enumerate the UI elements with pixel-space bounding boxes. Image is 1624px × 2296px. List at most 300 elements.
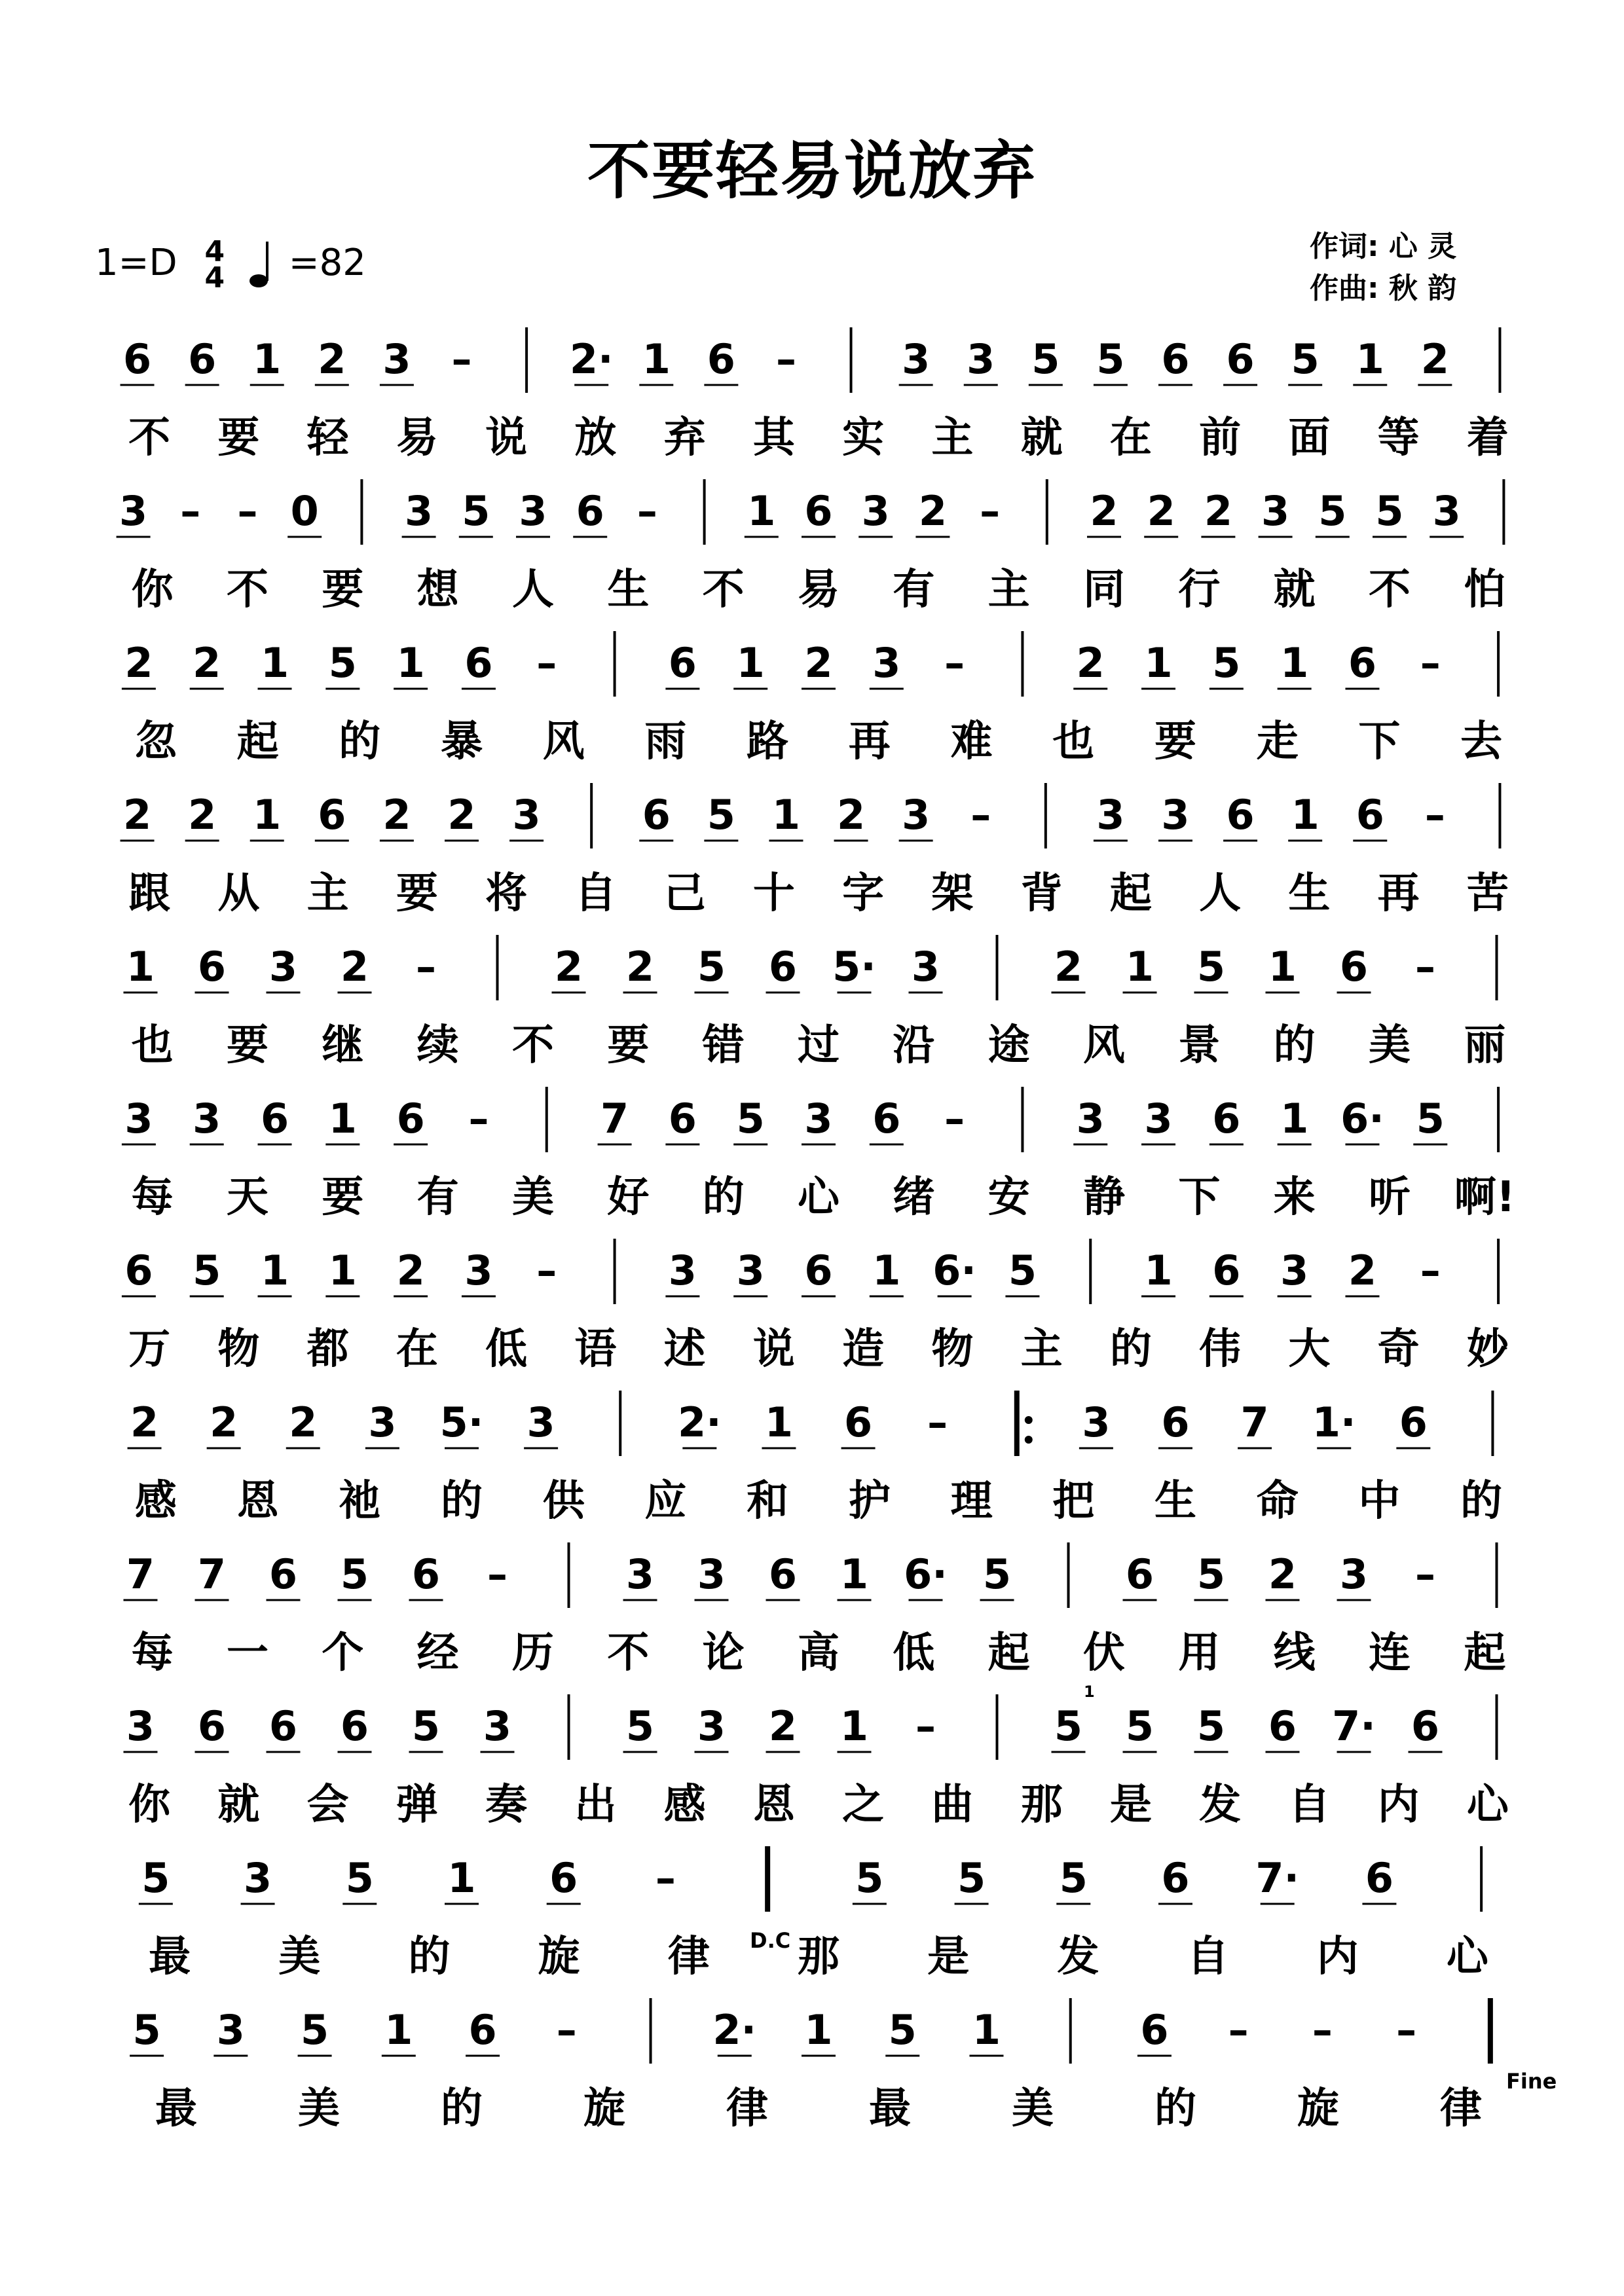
lyric-char: 要 <box>607 1021 650 1070</box>
note: 3 <box>244 1854 272 1902</box>
note: 5 <box>1031 335 1060 383</box>
tonic-label: 1=D <box>95 242 177 285</box>
lyric-char: 要 <box>396 869 438 918</box>
lyric-char: 最 <box>869 2085 911 2133</box>
lyric-char: 走 <box>1256 718 1299 766</box>
note: – <box>1420 1247 1441 1294</box>
note: 3 <box>625 1550 655 1598</box>
note: 5 <box>982 1550 1012 1598</box>
lyric-char: 起 <box>1109 869 1152 918</box>
note: 6 <box>411 1550 441 1598</box>
note: 1 <box>328 1247 357 1294</box>
note: 3 <box>483 1702 512 1750</box>
note: 6· <box>932 1247 976 1294</box>
note: 5 <box>132 2006 161 2054</box>
note: 3 <box>464 1247 493 1294</box>
note: 6 <box>260 1095 289 1142</box>
lyric-char: 去 <box>1460 718 1503 766</box>
note: 3 <box>268 943 298 991</box>
score-line <box>122 631 1502 766</box>
lyric-char: 主 <box>306 869 349 918</box>
note: 2 <box>124 639 153 687</box>
lyric-char: 就 <box>217 1781 260 1829</box>
lyric-char: 要 <box>322 566 364 614</box>
note: 6 <box>468 2006 497 2054</box>
note: 6 <box>122 335 152 383</box>
note: 5 <box>736 1095 765 1142</box>
note: 5· <box>439 1398 484 1446</box>
lyric-char: 最 <box>155 2085 197 2133</box>
note: 6 <box>340 1702 369 1750</box>
note: 6 <box>804 1247 833 1294</box>
lyric-char: 等 <box>1377 414 1420 462</box>
score-line <box>120 783 1509 918</box>
lyric-char: 美 <box>298 2085 340 2133</box>
note: 5 <box>193 1247 221 1294</box>
lyric-char: 有 <box>893 566 935 614</box>
note: 6 <box>1161 1854 1190 1902</box>
note: 2 <box>1420 335 1449 383</box>
lyric-char: 的 <box>441 2085 483 2133</box>
note: 5 <box>340 1550 369 1598</box>
note: 5 <box>462 487 490 535</box>
note: 6 <box>1348 639 1377 687</box>
note: – <box>536 1247 557 1294</box>
note: 6 <box>768 1550 798 1598</box>
lyric-char: 好 <box>607 1173 650 1222</box>
lyric-char: 述 <box>663 1325 706 1374</box>
note: 3 <box>1432 487 1461 535</box>
note: 2· <box>677 1398 722 1446</box>
lyric-char: 的 <box>1154 2085 1196 2133</box>
lyric-char: 理 <box>950 1477 993 1525</box>
lyric-char: 是 <box>1109 1781 1152 1829</box>
note: 6 <box>576 487 604 535</box>
lyric-char: 过 <box>798 1021 840 1070</box>
lyric-char: 大 <box>1288 1325 1331 1374</box>
note: 1 <box>253 335 282 383</box>
volta-marker: 1 <box>1084 1683 1095 1701</box>
note: 5 <box>1125 1702 1154 1750</box>
lyric-char: 错 <box>702 1021 745 1070</box>
note: 2 <box>1054 943 1083 991</box>
lyric-char: 要 <box>322 1173 364 1222</box>
note: 5· <box>832 943 876 991</box>
lyric-char: 安 <box>987 1173 1030 1222</box>
note: 7· <box>1255 1854 1300 1902</box>
lyric-char: 旋 <box>1297 2085 1339 2133</box>
note: 7 <box>600 1095 629 1142</box>
note: – <box>451 335 472 383</box>
note: 6 <box>768 943 798 991</box>
note: 6 <box>268 1702 298 1750</box>
note: 1 <box>1144 1247 1173 1294</box>
note: 3 <box>1339 1550 1369 1598</box>
score-lines <box>117 327 1515 2133</box>
quarter-note-icon <box>248 239 277 291</box>
lyric-char: 轻 <box>306 414 349 462</box>
note: 3 <box>902 335 931 383</box>
lyric-char: 主 <box>987 566 1030 614</box>
note: 3 <box>519 487 547 535</box>
lyric-char: 易 <box>798 566 840 614</box>
note: 3 <box>1082 1398 1111 1446</box>
lyric-char: 将 <box>485 869 528 918</box>
time-signature <box>204 235 225 295</box>
note: 1 <box>771 791 801 839</box>
note: 2 <box>193 639 221 687</box>
note: 6 <box>1339 943 1369 991</box>
lyric-char: 在 <box>1109 414 1152 462</box>
lyric-char: 途 <box>987 1021 1030 1070</box>
note: 3 <box>124 1095 153 1142</box>
score-line <box>120 327 1509 462</box>
note: 2· <box>712 2006 757 2054</box>
lyric-char: 苦 <box>1466 869 1509 918</box>
lyric-char: 线 <box>1273 1629 1316 1677</box>
score-line <box>130 1998 1490 2133</box>
lyric-char: 都 <box>306 1325 349 1374</box>
note: 6 <box>396 1095 425 1142</box>
lyric-char: 心 <box>798 1173 840 1222</box>
note: 2 <box>188 791 217 839</box>
lyric-char: 论 <box>702 1629 745 1677</box>
lyric-char: 的 <box>1109 1325 1152 1374</box>
note: 6 <box>197 943 227 991</box>
repeat-dot <box>1025 1416 1033 1424</box>
note: 3 <box>512 791 541 839</box>
lyric-char: 之 <box>842 1781 885 1829</box>
lyric-char: 高 <box>798 1629 840 1677</box>
note: – <box>416 943 436 991</box>
lyric-char: 妙 <box>1466 1325 1509 1374</box>
note: 3 <box>697 1550 726 1598</box>
lyric-char: 继 <box>322 1021 364 1070</box>
lyric-char: 应 <box>644 1477 687 1525</box>
note: – <box>655 1854 676 1902</box>
key-signature <box>95 235 366 295</box>
note: 3 <box>1096 791 1125 839</box>
note: 2 <box>625 943 655 991</box>
note: 2 <box>918 487 947 535</box>
note: 3 <box>126 1702 155 1750</box>
note: 3 <box>382 335 411 383</box>
note: – <box>468 1095 489 1142</box>
note: – <box>970 791 991 839</box>
lyric-char: 不 <box>512 1021 554 1070</box>
note: 6 <box>668 639 697 687</box>
note: 1 <box>1280 1095 1309 1142</box>
note: 3 <box>668 1247 697 1294</box>
note: 5 <box>1196 1702 1226 1750</box>
score-line <box>124 935 1506 1070</box>
note: 6 <box>642 791 671 839</box>
lyric-char: 旋 <box>538 1933 580 1981</box>
note: 5 <box>1196 943 1226 991</box>
score-line <box>124 1694 1510 1829</box>
lyric-char: 风 <box>542 718 585 766</box>
lyric-char: 弃 <box>663 414 706 462</box>
note: – <box>915 1702 936 1750</box>
lyric-char: 万 <box>128 1325 171 1374</box>
note: 1 <box>1280 639 1309 687</box>
note: 3 <box>526 1398 555 1446</box>
lyric-char: 起 <box>987 1629 1030 1677</box>
note: 1 <box>447 1854 476 1902</box>
lyric-char: 美 <box>278 1933 321 1981</box>
note: 3 <box>1280 1247 1309 1294</box>
note: 6 <box>1226 791 1255 839</box>
lyric-char: 每 <box>131 1629 174 1677</box>
note: 5 <box>141 1854 170 1902</box>
lyric-char: 个 <box>322 1629 364 1677</box>
lyric-char: 最 <box>149 1933 191 1981</box>
lyric-char: 那 <box>798 1933 840 1981</box>
lyric-char: 弹 <box>396 1781 438 1829</box>
score-line <box>128 1391 1503 1525</box>
note: 6 <box>668 1095 697 1142</box>
note: 2 <box>554 943 583 991</box>
note: 5 <box>1008 1247 1037 1294</box>
lyric-char: 主 <box>1020 1325 1063 1374</box>
lyric-char: 来 <box>1273 1173 1316 1222</box>
lyric-char: 是 <box>927 1933 970 1981</box>
note: 6 <box>1356 791 1384 839</box>
note: 6 <box>843 1398 873 1446</box>
note: 0 <box>290 487 319 535</box>
note: 2 <box>318 335 346 383</box>
lyric-char: 奏 <box>485 1781 528 1829</box>
lyric-char: 生 <box>1288 869 1331 918</box>
song-title: 不要轻易说放弃 <box>587 134 1037 208</box>
lyric-char: 说 <box>485 414 528 462</box>
lyric-char: 用 <box>1178 1629 1221 1677</box>
lyric-char: 不 <box>607 1629 650 1677</box>
note: 7 <box>197 1550 227 1598</box>
lyric-char: 暴 <box>441 718 483 766</box>
lyric-char: 曲 <box>931 1781 974 1829</box>
note: 1 <box>328 1095 357 1142</box>
note: 5 <box>1416 1095 1445 1142</box>
lyric-char: 的 <box>1273 1021 1316 1070</box>
note: 6· <box>904 1550 948 1598</box>
note: 6 <box>549 1854 578 1902</box>
note: 1 <box>972 2006 1001 2054</box>
lyric-char: 心 <box>1466 1781 1509 1829</box>
lyric-char: 发 <box>1057 1933 1099 1981</box>
note: 3 <box>902 791 931 839</box>
lyric-char: 中 <box>1358 1477 1401 1525</box>
lyric-char: 命 <box>1256 1477 1299 1525</box>
lyric-char: 连 <box>1369 1629 1411 1677</box>
note: 6 <box>804 487 833 535</box>
lyric-char: 内 <box>1377 1781 1420 1829</box>
lyric-char: 低 <box>485 1325 528 1374</box>
time-denominator: 4 <box>204 261 225 295</box>
note: 1· <box>1312 1398 1356 1446</box>
note: – <box>637 487 657 535</box>
lyric-char: 美 <box>1012 2085 1054 2133</box>
lyric-char: 和 <box>747 1477 789 1525</box>
note: 3 <box>1076 1095 1105 1142</box>
note: 6 <box>707 335 735 383</box>
note: 1 <box>747 487 776 535</box>
note: 6 <box>1125 1550 1154 1598</box>
lyric-char: 恩 <box>752 1781 795 1829</box>
note: 5 <box>625 1702 655 1750</box>
dc-marker: D.C <box>750 1928 791 1953</box>
score-line <box>122 1239 1510 1374</box>
note: 6 <box>464 639 493 687</box>
lyric-char: 从 <box>217 869 260 918</box>
lyric-char: 雨 <box>644 718 687 766</box>
note: 1 <box>1291 791 1320 839</box>
lyric-char: 自 <box>574 869 617 918</box>
note: 3 <box>911 943 940 991</box>
lyric-char: 造 <box>842 1325 885 1374</box>
note: 1 <box>642 335 671 383</box>
lyric-char: 发 <box>1199 1781 1242 1829</box>
note: 2 <box>122 791 152 839</box>
note: 2 <box>382 791 411 839</box>
note: 6 <box>318 791 346 839</box>
note: 2 <box>289 1398 318 1446</box>
lyric-char: 每 <box>131 1173 174 1222</box>
note: 5 <box>328 639 357 687</box>
note: 5 <box>957 1854 986 1902</box>
lyric-char: 沿 <box>893 1021 935 1070</box>
note: 5 <box>1212 639 1241 687</box>
score-line <box>124 1542 1506 1677</box>
note: 2· <box>569 335 614 383</box>
lyric-char: 历 <box>512 1629 554 1677</box>
lyric-char: 放 <box>574 414 617 462</box>
note: 2 <box>1076 639 1105 687</box>
note: 6 <box>1212 1247 1241 1294</box>
lyric-char: 的 <box>702 1173 745 1222</box>
note: 3 <box>216 2006 245 2054</box>
note: 6 <box>1365 1854 1393 1902</box>
note: 1 <box>804 2006 833 2054</box>
note: 2 <box>340 943 369 991</box>
composer-credit: 作曲: 秋 韵 <box>1310 272 1457 305</box>
note: 2 <box>1204 487 1232 535</box>
lyric-char: 自 <box>1187 1933 1229 1981</box>
note: 7 <box>126 1550 155 1598</box>
note: – <box>237 487 258 535</box>
note: 6 <box>1226 335 1255 383</box>
note: – <box>1415 943 1435 991</box>
lyric-char: 物 <box>217 1325 260 1374</box>
lyric-char: 天 <box>227 1173 268 1222</box>
lyric-char: 低 <box>893 1629 935 1677</box>
lyric-char: 出 <box>574 1781 617 1829</box>
lyric-char: 律 <box>1440 2085 1482 2133</box>
lyric-char: 下 <box>1358 718 1401 766</box>
lyric-char: 架 <box>931 869 974 918</box>
note: 5 <box>1318 487 1347 535</box>
lyric-char: 的 <box>1460 1477 1503 1525</box>
lyric-char: 同 <box>1083 566 1125 614</box>
lyric-char: 背 <box>1020 869 1063 918</box>
lyric-char: 难 <box>950 718 993 766</box>
lyric-char: 伟 <box>1199 1325 1242 1374</box>
lyric-char: 祂 <box>339 1477 381 1525</box>
lyric-char: 会 <box>306 1781 349 1829</box>
note: 5 <box>707 791 735 839</box>
note: 5 <box>1059 1854 1088 1902</box>
note: 2 <box>396 1247 425 1294</box>
note: 2 <box>1090 487 1118 535</box>
lyric-char: 起 <box>1464 1629 1506 1677</box>
lyric-char: 伏 <box>1083 1629 1125 1677</box>
lyric-char: 说 <box>752 1325 795 1374</box>
note: 7 <box>1240 1398 1269 1446</box>
note: 6 <box>1161 1398 1190 1446</box>
lyric-char: 丽 <box>1464 1021 1506 1070</box>
note: – <box>556 2006 577 2054</box>
lyric-char: 的 <box>339 718 381 766</box>
lyric-char: 有 <box>416 1173 459 1222</box>
lyric-char: 感 <box>134 1477 177 1525</box>
note: 1 <box>260 639 289 687</box>
note: 6 <box>188 335 217 383</box>
lyric-char: 人 <box>1199 869 1242 918</box>
lyric-char: 其 <box>752 414 795 462</box>
lyric-char: 在 <box>396 1325 438 1374</box>
note: 1 <box>1125 943 1154 991</box>
score-line <box>139 1846 1490 1981</box>
note: 5 <box>697 943 726 991</box>
lyric-char: 怕 <box>1464 566 1506 614</box>
note: 5 <box>301 2006 329 2054</box>
note: 6 <box>1268 1702 1297 1750</box>
note: 6 <box>1140 2006 1169 2054</box>
note: 3 <box>193 1095 221 1142</box>
note: 7· <box>1332 1702 1376 1750</box>
note: 3 <box>1161 791 1190 839</box>
lyric-char: 前 <box>1199 414 1242 462</box>
note: 3 <box>368 1398 397 1446</box>
lyric-char: 物 <box>931 1325 974 1374</box>
lyric-char: 下 <box>1178 1173 1221 1222</box>
lyric-char: 不 <box>227 566 268 614</box>
note: 6 <box>872 1095 901 1142</box>
lyric-char: 的 <box>408 1933 451 1981</box>
note: 2 <box>1268 1550 1297 1598</box>
note: 2 <box>130 1398 159 1446</box>
lyric-char: 起 <box>236 718 279 766</box>
note: – <box>487 1550 507 1598</box>
note: 6 <box>1161 335 1190 383</box>
note: 5 <box>345 1854 374 1902</box>
lyric-char: 实 <box>842 414 885 462</box>
note: – <box>1415 1550 1435 1598</box>
lyric-char: 景 <box>1178 1021 1221 1070</box>
lyric-char: 不 <box>1369 566 1411 614</box>
note: 2 <box>210 1398 238 1446</box>
repeat-dot <box>1025 1436 1033 1444</box>
lyric-char: 心 <box>1446 1933 1488 1981</box>
note: – <box>180 487 201 535</box>
lyric-char: 风 <box>1083 1021 1125 1070</box>
note: – <box>980 487 1001 535</box>
lyric-char: 律 <box>667 1933 710 1981</box>
note: 3 <box>967 335 995 383</box>
lyricist-credit: 作词: 心 灵 <box>1310 230 1457 263</box>
lyric-char: 旋 <box>583 2085 625 2133</box>
lyric-char: 要 <box>1154 718 1196 766</box>
